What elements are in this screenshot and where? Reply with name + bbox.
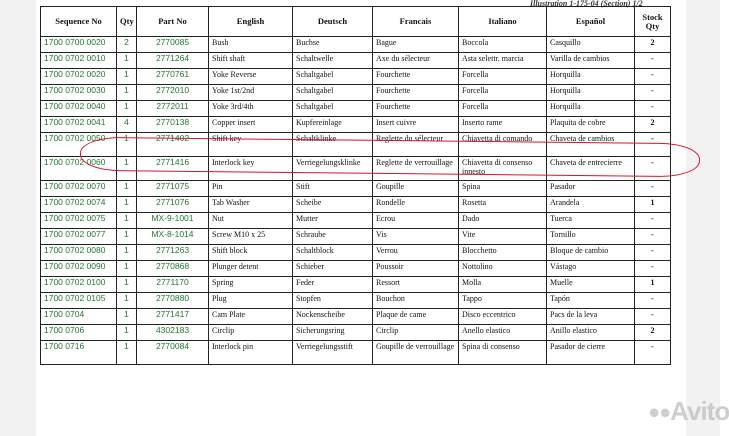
cell-seq: 1700 0702 0105 bbox=[41, 293, 117, 309]
cell-english: Interlock pin bbox=[209, 341, 293, 365]
cell-part: 2771264 bbox=[137, 53, 209, 69]
cell-stock: 1 bbox=[635, 277, 671, 293]
table-row bbox=[41, 53, 671, 69]
table-row bbox=[41, 277, 671, 293]
cell-qty: 1 bbox=[117, 213, 137, 229]
header-francais: Francais bbox=[373, 7, 459, 37]
cell-qty: 1 bbox=[117, 261, 137, 277]
cell-francais: Ressort bbox=[373, 277, 459, 293]
cell-francais: Fourchette bbox=[373, 69, 459, 85]
cell-francais: Plaque de came bbox=[373, 309, 459, 325]
cell-seq: 1700 0704 bbox=[41, 309, 117, 325]
avito-watermark bbox=[648, 396, 729, 427]
cell-francais: Insert cuivre bbox=[373, 117, 459, 133]
cell-italiano: Chiavetta di comando bbox=[459, 133, 547, 157]
cell-qty: 1 bbox=[117, 229, 137, 245]
cell-francais: Reglette du sélecteur bbox=[373, 133, 459, 157]
table-row bbox=[41, 293, 671, 309]
cell-part: 2772010 bbox=[137, 85, 209, 101]
table-row bbox=[41, 197, 671, 213]
cell-qty: 1 bbox=[117, 197, 137, 213]
cell-part: 2771402 bbox=[137, 133, 209, 157]
cell-english: Interlock key bbox=[209, 157, 293, 181]
cell-stock: 2 bbox=[635, 325, 671, 341]
cell-italiano: Forcella bbox=[459, 69, 547, 85]
cell-english: Nut bbox=[209, 213, 293, 229]
table-row bbox=[41, 157, 671, 181]
cell-stock: 2 bbox=[635, 117, 671, 133]
cell-english: Yoke 1st/2nd bbox=[209, 85, 293, 101]
cell-italiano: Boccola bbox=[459, 37, 547, 53]
cell-espanol: Chaveta de cambios bbox=[547, 133, 635, 157]
cell-part: 2771075 bbox=[137, 181, 209, 197]
cell-espanol: Chaveta de entrecierre bbox=[547, 157, 635, 181]
cell-seq: 1700 0706 bbox=[41, 325, 117, 341]
cell-stock: - bbox=[635, 261, 671, 277]
table-row bbox=[41, 85, 671, 101]
cell-seq: 1700 0702 0090 bbox=[41, 261, 117, 277]
cell-francais: Ecrou bbox=[373, 213, 459, 229]
cell-stock: 2 bbox=[635, 37, 671, 53]
cell-deutsch: Schaltblock bbox=[293, 245, 373, 261]
cell-seq: 1700 0700 0020 bbox=[41, 37, 117, 53]
table-row bbox=[41, 117, 671, 133]
watermark-text: Avito bbox=[670, 396, 729, 426]
cell-part: 2770868 bbox=[137, 261, 209, 277]
cell-italiano: Chiavetta di consenso innesto bbox=[459, 157, 547, 181]
cell-qty: 2 bbox=[117, 37, 137, 53]
cell-qty: 1 bbox=[117, 245, 137, 261]
cell-part: MX-8-1014 bbox=[137, 229, 209, 245]
cell-seq: 1700 0702 0050 bbox=[41, 133, 117, 157]
cell-part: 2771416 bbox=[137, 157, 209, 181]
cell-italiano: Blocchetto bbox=[459, 245, 547, 261]
cell-english: Circlip bbox=[209, 325, 293, 341]
cell-espanol: Bloque de cambio bbox=[547, 245, 635, 261]
cell-qty: 1 bbox=[117, 101, 137, 117]
cell-italiano: Spina di consenso bbox=[459, 341, 547, 365]
cell-qty: 1 bbox=[117, 69, 137, 85]
cell-deutsch: Verriegelungsstift bbox=[293, 341, 373, 365]
cell-espanol: Muelle bbox=[547, 277, 635, 293]
cell-espanol: Tapón bbox=[547, 293, 635, 309]
cell-francais: Vis bbox=[373, 229, 459, 245]
cell-english: Tab Washer bbox=[209, 197, 293, 213]
cell-seq: 1700 0716 bbox=[41, 341, 117, 365]
cell-stock: - bbox=[635, 213, 671, 229]
avito-logo-icon: ●● bbox=[648, 401, 671, 424]
cell-deutsch: Schraube bbox=[293, 229, 373, 245]
cell-deutsch: Feder bbox=[293, 277, 373, 293]
cell-part: 2771076 bbox=[137, 197, 209, 213]
cell-italiano: Asta selettr. marcia bbox=[459, 53, 547, 69]
cell-part: 2770761 bbox=[137, 69, 209, 85]
cell-francais: Fourchette bbox=[373, 85, 459, 101]
header-deutsch: Deutsch bbox=[293, 7, 373, 37]
illustration-reference: Illustration 1-175-04 (Section) 1/2 bbox=[530, 0, 643, 8]
header-english: English bbox=[209, 7, 293, 37]
cell-qty: 1 bbox=[117, 277, 137, 293]
cell-francais: Verrou bbox=[373, 245, 459, 261]
cell-francais: Goupille de verrouillage bbox=[373, 341, 459, 365]
cell-seq: 1700 0702 0070 bbox=[41, 181, 117, 197]
cell-qty: 1 bbox=[117, 181, 137, 197]
cell-seq: 1700 0702 0030 bbox=[41, 85, 117, 101]
cell-english: Screw M10 x 25 bbox=[209, 229, 293, 245]
cell-stock: - bbox=[635, 101, 671, 117]
cell-english: Shift shaft bbox=[209, 53, 293, 69]
cell-deutsch: Mutter bbox=[293, 213, 373, 229]
cell-italiano: Dado bbox=[459, 213, 547, 229]
table-row bbox=[41, 101, 671, 117]
cell-italiano: Anello elastico bbox=[459, 325, 547, 341]
cell-francais: Circlip bbox=[373, 325, 459, 341]
cell-qty: 1 bbox=[117, 157, 137, 181]
cell-english: Pin bbox=[209, 181, 293, 197]
cell-english: Bush bbox=[209, 37, 293, 53]
cell-deutsch: Schaltwelle bbox=[293, 53, 373, 69]
cell-espanol: Casquillo bbox=[547, 37, 635, 53]
cell-stock: - bbox=[635, 53, 671, 69]
cell-francais: Axe du sélecteur bbox=[373, 53, 459, 69]
cell-seq: 1700 0702 0020 bbox=[41, 69, 117, 85]
cell-stock: - bbox=[635, 309, 671, 325]
cell-espanol: Vástago bbox=[547, 261, 635, 277]
cell-italiano: Rosetta bbox=[459, 197, 547, 213]
cell-english: Plug bbox=[209, 293, 293, 309]
header-espanol: Español bbox=[547, 7, 635, 37]
cell-stock: - bbox=[635, 181, 671, 197]
cell-deutsch: Stopfen bbox=[293, 293, 373, 309]
cell-italiano: Tappo bbox=[459, 293, 547, 309]
cell-espanol: Pacs de la leva bbox=[547, 309, 635, 325]
cell-seq: 1700 0702 0075 bbox=[41, 213, 117, 229]
cell-english: Spring bbox=[209, 277, 293, 293]
cell-italiano: Nottolino bbox=[459, 261, 547, 277]
cell-seq: 1700 0702 0080 bbox=[41, 245, 117, 261]
cell-italiano: Vite bbox=[459, 229, 547, 245]
table-row bbox=[41, 213, 671, 229]
cell-stock: - bbox=[635, 69, 671, 85]
table-row bbox=[41, 181, 671, 197]
cell-english: Copper insert bbox=[209, 117, 293, 133]
table-row bbox=[41, 133, 671, 157]
cell-part: 2771263 bbox=[137, 245, 209, 261]
cell-deutsch: Stift bbox=[293, 181, 373, 197]
table-row bbox=[41, 69, 671, 85]
cell-seq: 1700 0702 0041 bbox=[41, 117, 117, 133]
cell-deutsch: Scheibe bbox=[293, 197, 373, 213]
cell-espanol: Pasador bbox=[547, 181, 635, 197]
cell-stock: - bbox=[635, 245, 671, 261]
cell-italiano: Spina bbox=[459, 181, 547, 197]
cell-stock: - bbox=[635, 293, 671, 309]
cell-francais: Reglette de verrouillage bbox=[373, 157, 459, 181]
cell-stock: - bbox=[635, 133, 671, 157]
cell-francais: Fourchette bbox=[373, 101, 459, 117]
cell-francais: Goupille bbox=[373, 181, 459, 197]
cell-part: 2770880 bbox=[137, 293, 209, 309]
table-row bbox=[41, 309, 671, 325]
table-body bbox=[41, 37, 671, 365]
cell-qty: 1 bbox=[117, 293, 137, 309]
cell-italiano: Disco eccentrico bbox=[459, 309, 547, 325]
cell-part: MX-9-1001 bbox=[137, 213, 209, 229]
cell-stock: - bbox=[635, 341, 671, 365]
cell-espanol: Tuerca bbox=[547, 213, 635, 229]
cell-italiano: Inserto rame bbox=[459, 117, 547, 133]
table-row bbox=[41, 245, 671, 261]
cell-deutsch: Nockenscheibe bbox=[293, 309, 373, 325]
cell-espanol: Anillo elastico bbox=[547, 325, 635, 341]
cell-english: Yoke Reverse bbox=[209, 69, 293, 85]
cell-stock: 1 bbox=[635, 197, 671, 213]
cell-seq: 1700 0702 0010 bbox=[41, 53, 117, 69]
cell-part: 2770084 bbox=[137, 341, 209, 365]
cell-qty: 1 bbox=[117, 309, 137, 325]
cell-qty: 1 bbox=[117, 341, 137, 365]
header-part-no: Part No bbox=[137, 7, 209, 37]
cell-italiano: Molla bbox=[459, 277, 547, 293]
table-row bbox=[41, 229, 671, 245]
cell-seq: 1700 0702 0077 bbox=[41, 229, 117, 245]
header-stock-qty: Stock Qty bbox=[635, 7, 671, 37]
table-row bbox=[41, 341, 671, 365]
table-row bbox=[41, 261, 671, 277]
cell-deutsch: Schaltgabel bbox=[293, 85, 373, 101]
cell-espanol: Arandela bbox=[547, 197, 635, 213]
cell-qty: 1 bbox=[117, 325, 137, 341]
cell-seq: 1700 0702 0060 bbox=[41, 157, 117, 181]
cell-english: Plunger detent bbox=[209, 261, 293, 277]
cell-qty: 1 bbox=[117, 85, 137, 101]
table-row bbox=[41, 325, 671, 341]
cell-english: Shift block bbox=[209, 245, 293, 261]
cell-part: 2770085 bbox=[137, 37, 209, 53]
cell-qty: 4 bbox=[117, 117, 137, 133]
header-italiano: Italiano bbox=[459, 7, 547, 37]
cell-english: Cam Plate bbox=[209, 309, 293, 325]
table-row bbox=[41, 37, 671, 53]
cell-part: 2771417 bbox=[137, 309, 209, 325]
cell-deutsch: Schaltgabel bbox=[293, 69, 373, 85]
cell-francais: Poussoir bbox=[373, 261, 459, 277]
scan-margin-right bbox=[686, 0, 720, 436]
cell-english: Yoke 3rd/4th bbox=[209, 101, 293, 117]
cell-deutsch: Schieber bbox=[293, 261, 373, 277]
cell-english: Shift key bbox=[209, 133, 293, 157]
cell-stock: - bbox=[635, 85, 671, 101]
table-header-row bbox=[41, 7, 671, 37]
cell-deutsch: Buchse bbox=[293, 37, 373, 53]
cell-francais: Bouchon bbox=[373, 293, 459, 309]
cell-deutsch: Schaltklinke bbox=[293, 133, 373, 157]
cell-part: 2772011 bbox=[137, 101, 209, 117]
cell-espanol: Pasador de cierre bbox=[547, 341, 635, 365]
scan-margin-left bbox=[0, 0, 36, 436]
document-page bbox=[36, 0, 729, 436]
cell-seq: 1700 0702 0100 bbox=[41, 277, 117, 293]
cell-espanol: Tornillo bbox=[547, 229, 635, 245]
cell-espanol: Horquilla bbox=[547, 101, 635, 117]
header-sequence: Sequence No bbox=[41, 7, 117, 37]
cell-seq: 1700 0702 0040 bbox=[41, 101, 117, 117]
cell-deutsch: Sicherungsring bbox=[293, 325, 373, 341]
cell-deutsch: Verriegelungsklinke bbox=[293, 157, 373, 181]
cell-espanol: Plaquita de cobre bbox=[547, 117, 635, 133]
cell-stock: - bbox=[635, 157, 671, 181]
header-qty: Qty bbox=[117, 7, 137, 37]
cell-stock: - bbox=[635, 229, 671, 245]
cell-qty: 1 bbox=[117, 133, 137, 157]
cell-espanol: Horquilla bbox=[547, 69, 635, 85]
cell-francais: Bague bbox=[373, 37, 459, 53]
cell-part: 2771170 bbox=[137, 277, 209, 293]
cell-espanol: Varilla de cambios bbox=[547, 53, 635, 69]
cell-part: 2770138 bbox=[137, 117, 209, 133]
cell-italiano: Forcella bbox=[459, 101, 547, 117]
cell-francais: Rondelle bbox=[373, 197, 459, 213]
cell-deutsch: Schaltgabel bbox=[293, 101, 373, 117]
cell-part: 4302183 bbox=[137, 325, 209, 341]
cell-espanol: Horquilla bbox=[547, 85, 635, 101]
cell-qty: 1 bbox=[117, 53, 137, 69]
cell-deutsch: Kupfereinlage bbox=[293, 117, 373, 133]
cell-italiano: Forcella bbox=[459, 85, 547, 101]
parts-table bbox=[40, 6, 671, 365]
cell-seq: 1700 0702 0074 bbox=[41, 197, 117, 213]
